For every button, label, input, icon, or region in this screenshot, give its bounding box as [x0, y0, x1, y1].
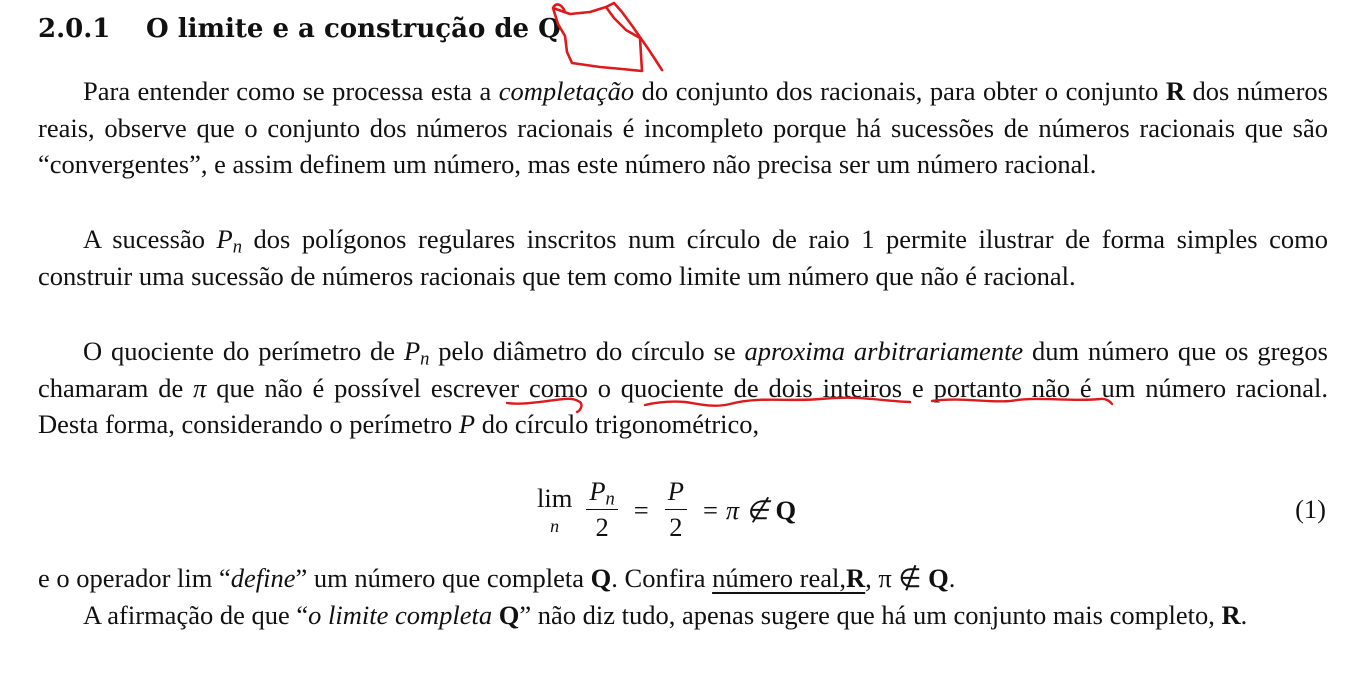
fraction-denominator: 2: [669, 512, 683, 542]
symbol-P: P: [216, 224, 233, 254]
text-run: . Confira: [611, 563, 713, 593]
paragraph-polygons: [38, 221, 1328, 294]
link-symbol-R[interactable]: R: [846, 563, 866, 593]
lim-operator: [537, 482, 573, 537]
symbol-pi: π: [193, 372, 207, 403]
subscript-n: n: [420, 348, 430, 370]
section-title: O limite e a construção de: [146, 14, 539, 44]
symbol-R: R: [1221, 600, 1241, 630]
fraction-numerator-subscript: n: [605, 488, 615, 510]
text-run: do conjunto dos racionais, para obter o conjunto: [634, 76, 1166, 106]
text-run: do círculo trigonométrico,: [475, 409, 760, 440]
section-heading: [38, 14, 561, 44]
equation-number: (1): [1295, 494, 1326, 524]
fraction-p-over-2: [665, 478, 687, 542]
fraction-pn-over-2: [586, 478, 617, 542]
link-text[interactable]: número real,: [712, 563, 847, 593]
paragraph-quotient: [38, 333, 1328, 443]
text-run: .: [948, 563, 956, 593]
symbol-Q: Q: [928, 563, 949, 593]
symbol-Q: Q: [775, 494, 797, 525]
section-number: 2.0.1: [38, 14, 111, 44]
fraction-denominator: 2: [595, 512, 609, 542]
text-run: , π ∉: [865, 563, 929, 593]
text-run: dos polígonos regulares inscritos num círculo de raio 1 permite ilustrar de forma simples como construir uma sucessão de números racionais que tem como limite um número que não é racional.: [38, 224, 1328, 291]
text-run: A sucessão: [83, 224, 217, 254]
section-title-symbol: Q: [538, 14, 561, 44]
symbol-Q: Q: [590, 563, 612, 593]
equals-sign: =: [702, 494, 718, 525]
paragraph-affirmation: [38, 597, 1328, 634]
text-run: dos números reais, observe que o conjunto dos números racionais é incompleto porque há sucessões de números racionais que são “convergentes”, e assim definem um número, mas este número não precisa ser um número racional.: [38, 76, 1328, 180]
paragraph-lim-defines: [38, 560, 1328, 597]
link-numero-real[interactable]: [712, 563, 865, 593]
subscript-n: n: [232, 236, 242, 258]
lim-subscript: n: [550, 516, 560, 537]
fraction-numerator: P: [667, 476, 684, 507]
text-run: ” um número que completa: [295, 563, 591, 593]
text-run: .: [1240, 600, 1248, 630]
text-run: e o operador lim “: [38, 563, 231, 593]
text-run: ” não diz tudo, apenas sugere que há um conjunto mais completo,: [519, 600, 1222, 630]
symbol-Q: Q: [498, 600, 520, 630]
fraction-numerator: P: [589, 476, 606, 507]
text-run: A afirmação de que “: [83, 600, 309, 630]
pi-not-in: π ∉: [725, 494, 769, 525]
symbol-R: R: [1165, 76, 1185, 106]
symbol-P: P: [458, 409, 476, 440]
text-run: dum número que os gregos chamaram de: [38, 336, 1328, 403]
emphasis-define: define: [230, 563, 296, 593]
emphasis-completacao: completação: [498, 76, 635, 106]
paragraph-completion: [38, 73, 1328, 183]
emphasis-limite-completa: o limite completa: [308, 600, 499, 630]
text-run: Para entender como se processa esta a: [83, 76, 499, 106]
text-run: que não é possível escrever como o quociente de dois inteiros e portanto não é um número racional. Desta forma, considerando o perímetro: [38, 372, 1328, 440]
lim-text: lim: [537, 482, 573, 513]
equation-limit: [0, 470, 1348, 550]
text-run: pelo diâmetro do círculo se: [429, 336, 745, 366]
emphasis-aproxima: aproxima arbitrariamente: [744, 336, 1024, 366]
equals-sign: =: [633, 494, 649, 525]
text-run: O quociente do perímetro de: [83, 336, 404, 366]
symbol-P: P: [403, 336, 421, 366]
circled-Q-annotation: [553, 3, 662, 71]
